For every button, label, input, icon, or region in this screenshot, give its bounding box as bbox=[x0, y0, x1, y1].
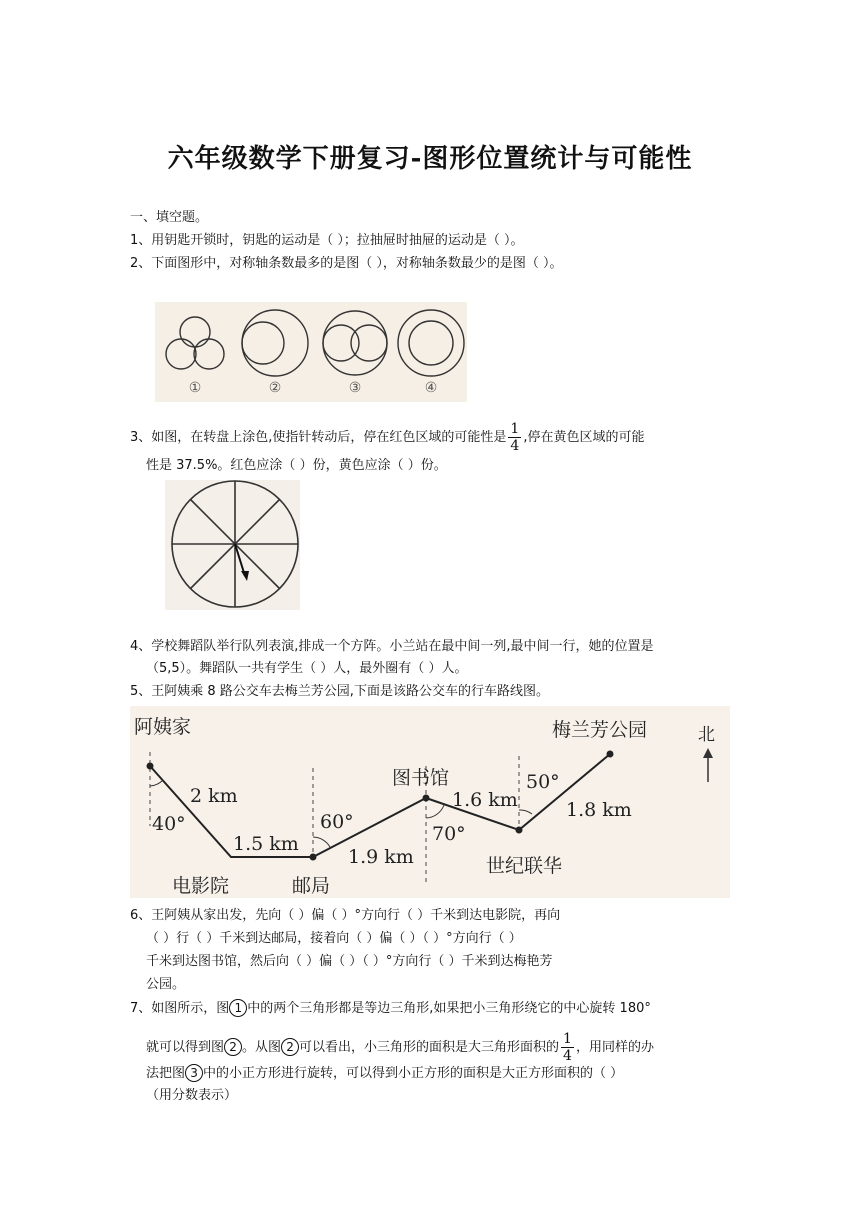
label-library: 图书馆 bbox=[392, 767, 450, 789]
question-7-line4: （用分数表示） bbox=[146, 1088, 238, 1103]
page-title: 六年级数学下册复习-图形位置统计与可能性 bbox=[167, 144, 693, 174]
bus-route-map bbox=[130, 706, 730, 898]
distance-library-mall: 1.6 km bbox=[452, 789, 518, 811]
distance-post-library: 1.9 km bbox=[348, 846, 414, 868]
question-6-line1: 6、王阿姨从家出发，先向（ ）偏（ ）°方向行（ ）千米到达电影院，再向 bbox=[130, 908, 561, 923]
circled-number: 1 bbox=[229, 999, 247, 1017]
question-6-line3: 千米到达图书馆，然后向（ ）偏（ ）（ ）°方向行（ ）千米到达梅艳芳 bbox=[146, 954, 553, 969]
q7-text-b1: 就可以得到图 bbox=[146, 1040, 225, 1055]
question-6-line4: 公园。 bbox=[146, 977, 186, 992]
fraction-denominator: 4 bbox=[510, 438, 520, 454]
question-4-line1: 4、学校舞蹈队举行队列表演,排成一个方阵。小兰站在最中间一列,最中间一行，她的位置是 bbox=[130, 639, 654, 654]
q7-text-a2: 中的两个三角形都是等边三角形,如果把小三角形绕它的中心旋转 180° bbox=[247, 1001, 651, 1016]
question-3-line1 bbox=[130, 421, 644, 454]
angle-library: 70° bbox=[432, 823, 466, 845]
question-7-line3 bbox=[146, 1064, 623, 1084]
figure-label-3: ③ bbox=[348, 380, 362, 396]
spinner-figure bbox=[165, 480, 300, 610]
label-park: 梅兰芳公园 bbox=[552, 719, 648, 741]
question-7-line2 bbox=[146, 1031, 654, 1064]
question-6-line2: （ ）行（ ）千米到达邮局，接着向（ ）偏（ ）（ ）°方向行（ ） bbox=[146, 931, 522, 946]
q7-text-d1: 法把图 bbox=[146, 1066, 186, 1081]
distance-mall-park: 1.8 km bbox=[566, 799, 632, 821]
question-5: 5、王阿姨乘 8 路公交车去梅兰芳公园,下面是该路公交车的行车路线图。 bbox=[130, 684, 549, 699]
question-3-text-b: ,停在黄色区域的可能 bbox=[523, 430, 645, 445]
fraction-denominator: 4 bbox=[563, 1048, 572, 1064]
angle-mall: 50° bbox=[526, 771, 560, 793]
section-heading: 一、填空题。 bbox=[130, 210, 209, 225]
angle-home: 40° bbox=[152, 813, 186, 835]
question-3-line2: 性是 37.5%。红色应涂（ ）份，黄色应涂（ ）份。 bbox=[146, 458, 447, 473]
question-4-line2: （5,5）。舞蹈队一共有学生（ ）人，最外圈有（ ）人。 bbox=[146, 661, 468, 676]
distance-home-cinema: 2 km bbox=[190, 785, 238, 807]
circled-number: 2 bbox=[281, 1038, 299, 1056]
distance-cinema-post: 1.5 km bbox=[233, 833, 299, 855]
label-north: 北 bbox=[698, 725, 715, 745]
fraction-numerator: 1 bbox=[563, 1031, 572, 1047]
label-post-office: 邮局 bbox=[292, 875, 331, 897]
fraction-numerator: 1 bbox=[510, 421, 520, 437]
q2-circle-figures bbox=[155, 302, 467, 402]
circled-number: 2 bbox=[224, 1038, 242, 1056]
figure-label-1: ① bbox=[188, 380, 202, 396]
question-3-text-a: 3、如图，在转盘上涂色,使指针转动后，停在红色区域的可能性是 bbox=[130, 430, 507, 445]
question-7-line1 bbox=[130, 999, 651, 1019]
circled-number: 3 bbox=[185, 1064, 203, 1082]
q7-text-d2: 中的小正方形进行旋转，可以得到小正方形的面积是大正方形面积的（ ） bbox=[203, 1066, 624, 1081]
fraction-one-quarter bbox=[561, 1031, 574, 1064]
angle-post: 60° bbox=[320, 811, 354, 833]
label-cinema: 电影院 bbox=[172, 875, 230, 897]
q7-text-a1: 7、如图所示，图 bbox=[130, 1001, 230, 1016]
fraction-one-quarter bbox=[508, 421, 521, 454]
q7-text-b4: ，用同样的办 bbox=[575, 1040, 654, 1055]
question-1: 1、用钥匙开锁时，钥匙的运动是（ ）；拉抽屉时抽屉的运动是（ ）。 bbox=[130, 233, 524, 248]
figure-label-4: ④ bbox=[424, 380, 438, 396]
q7-text-b2: 。从图 bbox=[242, 1040, 282, 1055]
label-mall: 世纪联华 bbox=[486, 855, 563, 877]
label-home: 阿姨家 bbox=[134, 716, 192, 738]
q7-text-b3: 可以看出，小三角形的面积是大三角形面积的 bbox=[299, 1040, 560, 1055]
question-2: 2、下面图形中，对称轴条数最多的是图（ ），对称轴条数最少的是图（ ）。 bbox=[130, 256, 563, 271]
figure-label-2: ② bbox=[268, 380, 282, 396]
